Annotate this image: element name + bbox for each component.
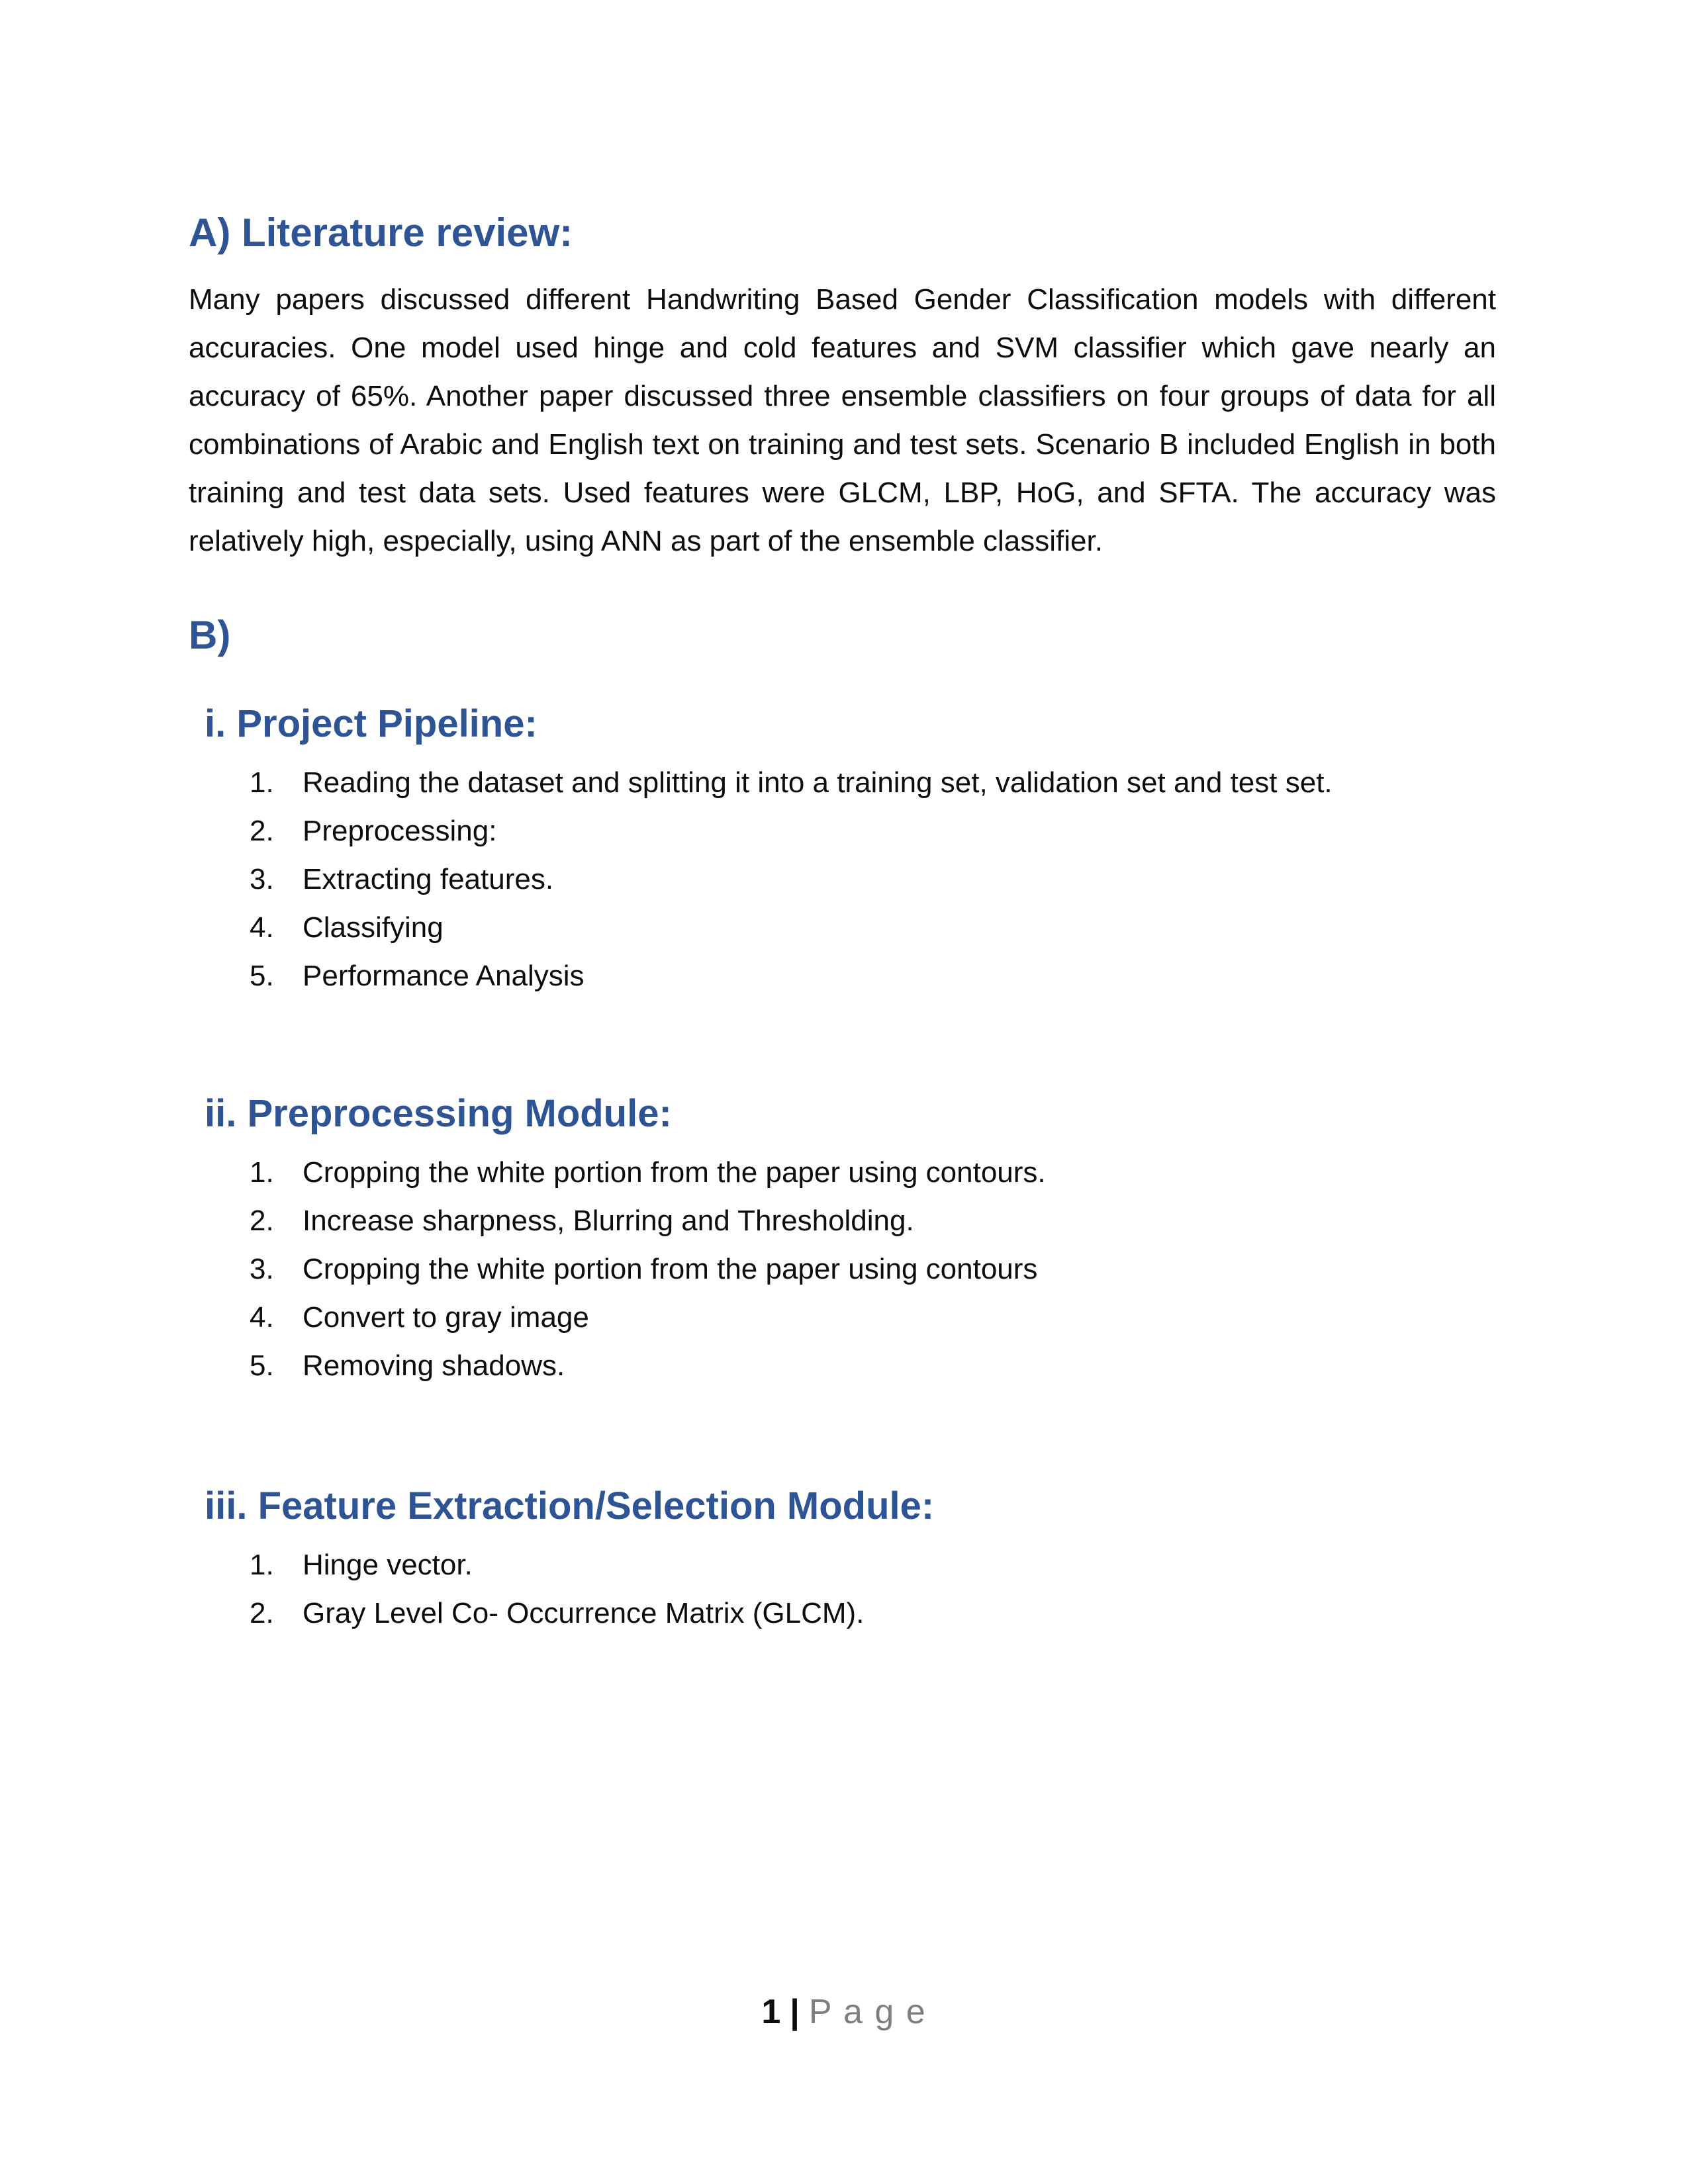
pipeline-list — [189, 758, 1496, 1000]
page-number: 1 — [761, 1993, 781, 2031]
pipeline-heading: i. Project Pipeline: — [205, 702, 538, 745]
list-item — [189, 807, 1496, 855]
list-item-text: Hinge vector. — [303, 1549, 473, 1581]
list-item-text: Cropping the white portion from the paper using contours. — [303, 1156, 1046, 1189]
list-item — [189, 1197, 1496, 1245]
section-b-heading: B) — [189, 613, 231, 657]
list-item-text: Preprocessing: — [303, 815, 497, 847]
literature-paragraph: Many papers discussed different Handwriting Based Gender Classification models with different accuracies. One model used hinge and cold features and SVM classifier which gave nearly an accuracy of 65%. Another paper discussed three ensemble classifiers on four groups of data for all combinations of Arabic and English text on training and test sets. Scenario B included English in both training and test data sets. Used features were GLCM, LBP, HoG, and SFTA. The accuracy was relatively high, especially, using ANN as part of the ensemble classifier. — [189, 283, 1496, 557]
list-item — [189, 1245, 1496, 1293]
preprocessing-heading: ii. Preprocessing Module: — [205, 1092, 672, 1135]
list-item-number: 2. — [250, 815, 274, 847]
list-item-number: 3. — [250, 863, 274, 895]
list-item — [189, 758, 1496, 807]
list-item — [189, 1541, 1496, 1589]
list-item-number: 5. — [250, 1349, 274, 1382]
preprocessing-list — [189, 1148, 1496, 1390]
list-item-number: 4. — [250, 1301, 274, 1334]
list-item-number: 1. — [250, 1156, 274, 1189]
list-item — [189, 1342, 1496, 1390]
list-item — [189, 1589, 1496, 1637]
list-item — [189, 903, 1496, 952]
list-item-number: 3. — [250, 1253, 274, 1285]
list-item — [189, 855, 1496, 903]
features-heading: iii. Feature Extraction/Selection Module: — [205, 1484, 935, 1527]
list-item-text: Increase sharpness, Blurring and Thresholding. — [303, 1205, 914, 1237]
list-item-text: Performance Analysis — [303, 960, 585, 992]
list-item-number: 2. — [250, 1205, 274, 1237]
list-item-text: Extracting features. — [303, 863, 554, 895]
list-item-text: Cropping the white portion from the paper using contours — [303, 1253, 1038, 1285]
page-footer — [0, 1992, 1688, 2032]
list-item-number: 2. — [250, 1597, 274, 1629]
section-a-heading: A) Literature review: — [189, 210, 573, 255]
list-item-text: Removing shadows. — [303, 1349, 565, 1382]
footer-separator: | — [790, 1993, 800, 2031]
list-item-text: Reading the dataset and splitting it into a training set, validation set and test set. — [303, 766, 1333, 799]
footer-label: P a g e — [808, 1993, 927, 2031]
list-item-number: 1. — [250, 766, 274, 799]
list-item-text: Convert to gray image — [303, 1301, 589, 1334]
list-item-text: Classifying — [303, 911, 444, 944]
list-item-number: 5. — [250, 960, 274, 992]
list-item — [189, 1293, 1496, 1342]
list-item-number: 4. — [250, 911, 274, 944]
list-item — [189, 1148, 1496, 1197]
list-item-number: 1. — [250, 1549, 274, 1581]
features-list — [189, 1541, 1496, 1637]
list-item — [189, 952, 1496, 1000]
list-item-text: Gray Level Co- Occurrence Matrix (GLCM). — [303, 1597, 865, 1629]
